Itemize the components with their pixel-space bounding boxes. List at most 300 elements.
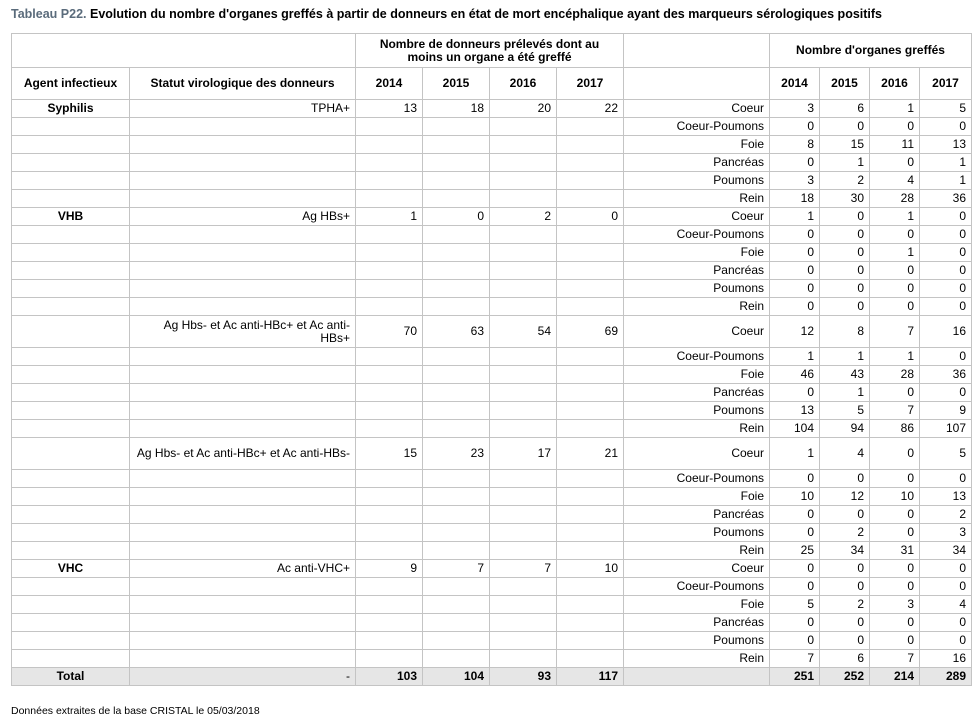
data-table — [11, 33, 972, 686]
agent-cell — [12, 596, 130, 614]
statut-cell — [130, 420, 356, 438]
donneurs-value: 0 — [557, 208, 624, 226]
organes-value: 0 — [820, 208, 870, 226]
donneurs-value — [557, 118, 624, 136]
table-row — [12, 650, 972, 668]
statut-cell — [130, 190, 356, 208]
header-statut: Statut virologique des donneurs — [130, 68, 356, 100]
donneurs-value — [356, 366, 423, 384]
organes-value: 10 — [870, 488, 920, 506]
organes-value: 0 — [870, 470, 920, 488]
organes-value: 13 — [770, 402, 820, 420]
organes-value: 0 — [920, 348, 972, 366]
donneurs-value — [423, 650, 490, 668]
organes-value: 104 — [770, 420, 820, 438]
organes-value: 0 — [770, 244, 820, 262]
donneurs-value — [490, 298, 557, 316]
total-donneurs-value: 117 — [557, 668, 624, 686]
donneurs-value — [356, 542, 423, 560]
donneurs-value — [490, 190, 557, 208]
agent-cell — [12, 420, 130, 438]
organes-value: 0 — [920, 470, 972, 488]
organes-value: 1 — [770, 438, 820, 470]
donneurs-value — [356, 488, 423, 506]
donneurs-value — [356, 348, 423, 366]
organes-value: 16 — [920, 650, 972, 668]
donneurs-value — [557, 506, 624, 524]
table-row — [12, 154, 972, 172]
organes-value: 1 — [870, 348, 920, 366]
donneurs-value — [557, 614, 624, 632]
total-organes-value: 289 — [920, 668, 972, 686]
donneurs-value — [490, 596, 557, 614]
statut-cell — [130, 470, 356, 488]
donneurs-value — [356, 578, 423, 596]
total-row — [12, 668, 972, 686]
donneurs-value: 10 — [557, 560, 624, 578]
organes-value: 0 — [870, 578, 920, 596]
table-row — [12, 348, 972, 366]
table-title — [11, 7, 882, 21]
organes-value: 0 — [770, 154, 820, 172]
organes-value: 0 — [820, 226, 870, 244]
total-label: Total — [12, 668, 130, 686]
total-donneurs-value: 104 — [423, 668, 490, 686]
donneurs-value — [423, 596, 490, 614]
donneurs-value — [356, 596, 423, 614]
statut-cell — [130, 244, 356, 262]
donneurs-value — [423, 136, 490, 154]
donneurs-value — [423, 348, 490, 366]
organe-cell: Coeur — [624, 208, 770, 226]
agent-cell — [12, 348, 130, 366]
donneurs-value — [557, 190, 624, 208]
agent-cell — [12, 280, 130, 298]
donneurs-value — [423, 542, 490, 560]
organes-value: 0 — [870, 506, 920, 524]
donneurs-value — [423, 614, 490, 632]
donneurs-value — [423, 280, 490, 298]
organes-value: 0 — [870, 632, 920, 650]
agent-cell — [12, 470, 130, 488]
organes-value: 0 — [870, 438, 920, 470]
donneurs-value — [557, 280, 624, 298]
total-organe-cell — [624, 668, 770, 686]
organes-value: 12 — [820, 488, 870, 506]
table-row — [12, 208, 972, 226]
donneurs-value — [356, 420, 423, 438]
table-number: Tableau P22. — [11, 7, 87, 21]
donneurs-value — [490, 348, 557, 366]
donneurs-value — [356, 154, 423, 172]
organe-cell: Coeur — [624, 560, 770, 578]
donneurs-value — [423, 420, 490, 438]
organes-value: 7 — [770, 650, 820, 668]
organes-value: 0 — [920, 208, 972, 226]
organes-value: 0 — [870, 524, 920, 542]
donneurs-value — [490, 542, 557, 560]
organes-value: 0 — [770, 560, 820, 578]
organes-value: 0 — [770, 578, 820, 596]
donneurs-value — [490, 154, 557, 172]
organe-cell: Coeur-Poumons — [624, 470, 770, 488]
donneurs-value — [423, 524, 490, 542]
header-year-organes: 2017 — [920, 68, 972, 100]
organes-value: 0 — [920, 118, 972, 136]
donneurs-value — [557, 470, 624, 488]
organes-value: 0 — [920, 244, 972, 262]
agent-cell — [12, 226, 130, 244]
donneurs-value — [490, 420, 557, 438]
agent-cell: VHB — [12, 208, 130, 226]
donneurs-value — [557, 596, 624, 614]
donneurs-value — [423, 190, 490, 208]
agent-cell — [12, 488, 130, 506]
total-donneurs-value: 103 — [356, 668, 423, 686]
donneurs-value — [356, 262, 423, 280]
organes-value: 6 — [820, 100, 870, 118]
donneurs-value — [423, 632, 490, 650]
organes-value: 0 — [770, 614, 820, 632]
donneurs-value — [557, 136, 624, 154]
organes-value: 0 — [920, 262, 972, 280]
donneurs-value — [423, 578, 490, 596]
organe-cell: Poumons — [624, 632, 770, 650]
organes-value: 0 — [920, 578, 972, 596]
organe-cell: Rein — [624, 298, 770, 316]
table-row — [12, 506, 972, 524]
total-statut: - — [130, 668, 356, 686]
statut-cell: TPHA+ — [130, 100, 356, 118]
organe-cell: Coeur — [624, 100, 770, 118]
header-row-columns — [12, 68, 972, 100]
organes-value: 1 — [920, 154, 972, 172]
donneurs-value — [490, 578, 557, 596]
table-row — [12, 402, 972, 420]
organes-value: 3 — [770, 172, 820, 190]
agent-cell — [12, 438, 130, 470]
donneurs-value — [356, 226, 423, 244]
organes-value: 0 — [920, 226, 972, 244]
donneurs-value — [356, 470, 423, 488]
donneurs-value: 1 — [356, 208, 423, 226]
organe-cell: Pancréas — [624, 384, 770, 402]
organe-cell: Coeur-Poumons — [624, 578, 770, 596]
statut-cell — [130, 614, 356, 632]
donneurs-value — [557, 542, 624, 560]
donneurs-value — [490, 136, 557, 154]
agent-cell — [12, 506, 130, 524]
organes-value: 0 — [820, 614, 870, 632]
organes-value: 0 — [770, 226, 820, 244]
header-year-donneurs: 2015 — [423, 68, 490, 100]
table-row — [12, 118, 972, 136]
donneurs-value — [356, 614, 423, 632]
donneurs-value — [490, 614, 557, 632]
table-row — [12, 542, 972, 560]
donneurs-value — [490, 280, 557, 298]
organes-value: 0 — [870, 262, 920, 280]
organes-value: 0 — [770, 262, 820, 280]
organes-value: 11 — [870, 136, 920, 154]
organes-value: 7 — [870, 402, 920, 420]
donneurs-value: 70 — [356, 316, 423, 348]
agent-cell — [12, 542, 130, 560]
donneurs-value — [356, 384, 423, 402]
organes-value: 0 — [870, 614, 920, 632]
organe-cell: Rein — [624, 650, 770, 668]
organes-value: 0 — [870, 280, 920, 298]
donneurs-value — [490, 524, 557, 542]
donneurs-value — [490, 118, 557, 136]
donneurs-value — [557, 384, 624, 402]
organes-value: 25 — [770, 542, 820, 560]
donneurs-value: 21 — [557, 438, 624, 470]
donneurs-value — [356, 172, 423, 190]
total-donneurs-value: 93 — [490, 668, 557, 686]
donneurs-value — [490, 244, 557, 262]
statut-cell: Ag Hbs- et Ac anti-HBc+ et Ac anti-HBs+ — [130, 316, 356, 348]
statut-cell — [130, 402, 356, 420]
organes-value: 94 — [820, 420, 870, 438]
donneurs-value: 17 — [490, 438, 557, 470]
organes-value: 36 — [920, 190, 972, 208]
organes-value: 34 — [820, 542, 870, 560]
organes-value: 4 — [920, 596, 972, 614]
donneurs-value: 7 — [423, 560, 490, 578]
organes-value: 30 — [820, 190, 870, 208]
source-note: Données extraites de la base CRISTAL le 05/03/2018 — [11, 705, 260, 717]
organes-value: 0 — [920, 614, 972, 632]
organe-cell: Foie — [624, 596, 770, 614]
organes-value: 0 — [920, 560, 972, 578]
statut-cell — [130, 632, 356, 650]
donneurs-value — [557, 402, 624, 420]
organes-value: 0 — [820, 262, 870, 280]
organes-value: 0 — [820, 560, 870, 578]
organe-cell: Coeur — [624, 316, 770, 348]
organes-value: 31 — [870, 542, 920, 560]
table-row — [12, 100, 972, 118]
donneurs-value — [557, 488, 624, 506]
organe-cell: Foie — [624, 488, 770, 506]
organe-cell: Coeur-Poumons — [624, 226, 770, 244]
organes-value: 8 — [820, 316, 870, 348]
donneurs-value: 7 — [490, 560, 557, 578]
table-row — [12, 488, 972, 506]
header-year-organes: 2015 — [820, 68, 870, 100]
agent-cell — [12, 136, 130, 154]
statut-cell: Ac anti-VHC+ — [130, 560, 356, 578]
statut-cell — [130, 298, 356, 316]
organes-value: 28 — [870, 366, 920, 384]
table-row — [12, 298, 972, 316]
organes-value: 1 — [870, 100, 920, 118]
organe-cell: Poumons — [624, 402, 770, 420]
statut-cell — [130, 366, 356, 384]
table-row — [12, 244, 972, 262]
agent-cell — [12, 154, 130, 172]
table-row — [12, 470, 972, 488]
organes-value: 0 — [820, 578, 870, 596]
donneurs-value — [356, 298, 423, 316]
organes-value: 43 — [820, 366, 870, 384]
donneurs-value: 20 — [490, 100, 557, 118]
donneurs-value — [423, 470, 490, 488]
organes-value: 7 — [870, 650, 920, 668]
agent-cell — [12, 172, 130, 190]
organe-cell: Pancréas — [624, 506, 770, 524]
agent-cell — [12, 524, 130, 542]
organes-value: 0 — [770, 384, 820, 402]
donneurs-value — [557, 226, 624, 244]
statut-cell — [130, 488, 356, 506]
organe-cell: Poumons — [624, 280, 770, 298]
organes-value: 3 — [870, 596, 920, 614]
organe-cell: Foie — [624, 136, 770, 154]
agent-cell: VHC — [12, 560, 130, 578]
donneurs-value — [490, 226, 557, 244]
organe-cell: Pancréas — [624, 614, 770, 632]
statut-cell — [130, 578, 356, 596]
donneurs-value — [423, 506, 490, 524]
statut-cell — [130, 506, 356, 524]
header-year-donneurs: 2016 — [490, 68, 557, 100]
organes-value: 1 — [870, 244, 920, 262]
donneurs-value — [557, 348, 624, 366]
header-organe — [624, 68, 770, 100]
agent-cell — [12, 262, 130, 280]
agent-cell — [12, 578, 130, 596]
organes-value: 5 — [770, 596, 820, 614]
organes-value: 34 — [920, 542, 972, 560]
table-row — [12, 262, 972, 280]
organes-value: 0 — [870, 560, 920, 578]
donneurs-value — [557, 244, 624, 262]
organes-value: 5 — [920, 438, 972, 470]
organes-value: 0 — [770, 298, 820, 316]
organes-value: 0 — [820, 470, 870, 488]
donneurs-value — [490, 384, 557, 402]
agent-cell — [12, 298, 130, 316]
header-year-organes: 2016 — [870, 68, 920, 100]
donneurs-value — [356, 280, 423, 298]
total-organes-value: 252 — [820, 668, 870, 686]
organes-value: 12 — [770, 316, 820, 348]
table-row — [12, 420, 972, 438]
organes-value: 18 — [770, 190, 820, 208]
donneurs-value — [423, 172, 490, 190]
agent-cell — [12, 366, 130, 384]
donneurs-value — [490, 506, 557, 524]
organes-value: 0 — [770, 632, 820, 650]
donneurs-value — [557, 298, 624, 316]
donneurs-value — [423, 226, 490, 244]
donneurs-value — [490, 650, 557, 668]
organes-value: 0 — [920, 298, 972, 316]
donneurs-value — [423, 154, 490, 172]
organes-value: 0 — [820, 118, 870, 136]
organe-cell: Rein — [624, 542, 770, 560]
organes-value: 3 — [770, 100, 820, 118]
organes-value: 2 — [820, 596, 870, 614]
organes-value: 28 — [870, 190, 920, 208]
organes-value: 5 — [920, 100, 972, 118]
donneurs-value — [557, 172, 624, 190]
table-row — [12, 560, 972, 578]
table-row — [12, 632, 972, 650]
organes-value: 16 — [920, 316, 972, 348]
organes-value: 13 — [920, 136, 972, 154]
donneurs-value — [423, 384, 490, 402]
organes-value: 0 — [870, 154, 920, 172]
donneurs-value — [356, 118, 423, 136]
donneurs-value: 13 — [356, 100, 423, 118]
statut-cell — [130, 136, 356, 154]
table-row — [12, 366, 972, 384]
donneurs-value — [490, 172, 557, 190]
donneurs-value: 23 — [423, 438, 490, 470]
header-year-donneurs: 2017 — [557, 68, 624, 100]
organes-value: 1 — [820, 384, 870, 402]
organes-value: 36 — [920, 366, 972, 384]
header-agent: Agent infectieux — [12, 68, 130, 100]
header-year-organes: 2014 — [770, 68, 820, 100]
donneurs-value — [557, 366, 624, 384]
donneurs-value: 2 — [490, 208, 557, 226]
organe-cell: Foie — [624, 366, 770, 384]
organes-value: 8 — [770, 136, 820, 154]
table-body — [12, 100, 972, 686]
donneurs-value — [490, 402, 557, 420]
statut-cell — [130, 280, 356, 298]
organes-value: 0 — [820, 632, 870, 650]
organes-value: 0 — [770, 506, 820, 524]
table-row — [12, 226, 972, 244]
organe-cell: Foie — [624, 244, 770, 262]
table-row — [12, 614, 972, 632]
data-table-container — [11, 33, 972, 686]
organes-value: 1 — [770, 348, 820, 366]
table-caption: Evolution du nombre d'organes greffés à partir de donneurs en état de mort encéphalique ayant des marqueurs sérologiques positifs — [89, 7, 883, 21]
table-row — [12, 316, 972, 348]
statut-cell: Ag HBs+ — [130, 208, 356, 226]
agent-cell — [12, 244, 130, 262]
donneurs-value — [557, 262, 624, 280]
organes-value: 0 — [770, 470, 820, 488]
agent-cell: Syphilis — [12, 100, 130, 118]
organes-value: 6 — [820, 650, 870, 668]
donneurs-value — [490, 488, 557, 506]
organes-value: 0 — [920, 384, 972, 402]
header-row-groups — [12, 34, 972, 68]
header-organes-group: Nombre d'organes greffés — [770, 34, 972, 68]
organes-value: 0 — [820, 506, 870, 524]
donneurs-value — [423, 366, 490, 384]
statut-cell — [130, 650, 356, 668]
table-row — [12, 280, 972, 298]
donneurs-value — [423, 488, 490, 506]
statut-cell — [130, 172, 356, 190]
statut-cell — [130, 118, 356, 136]
donneurs-value — [557, 632, 624, 650]
organes-value: 0 — [920, 280, 972, 298]
donneurs-value — [356, 244, 423, 262]
donneurs-value: 63 — [423, 316, 490, 348]
donneurs-value: 18 — [423, 100, 490, 118]
organes-value: 1 — [820, 154, 870, 172]
organes-value: 0 — [870, 298, 920, 316]
